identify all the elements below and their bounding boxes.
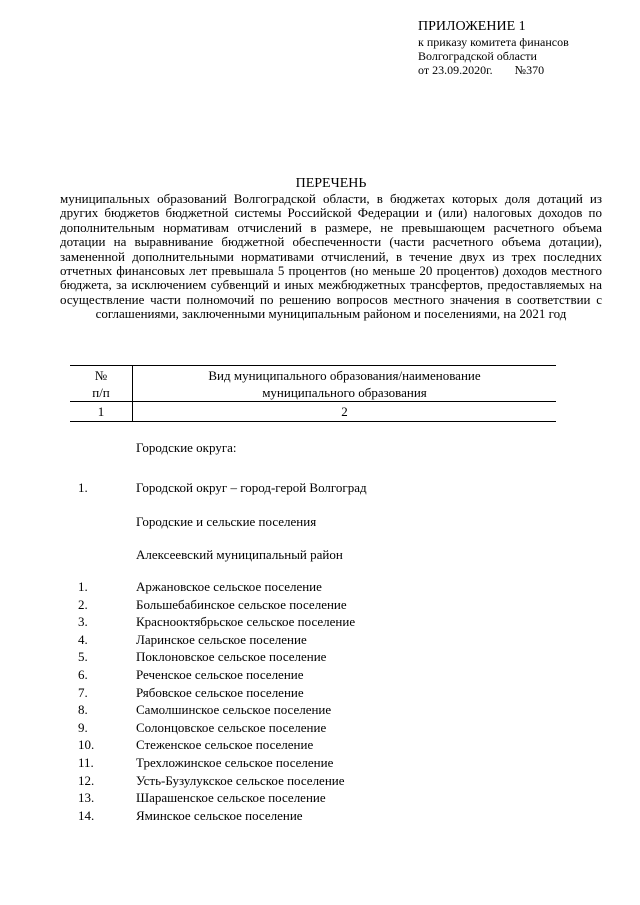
item-number: 3. [78,614,88,630]
item-name: Ларинское сельское поселение [136,631,307,647]
item-name: Реченское сельское поселение [136,667,304,682]
list-item [78,596,638,613]
list-item [78,684,638,701]
list-item [78,719,638,736]
item-name: Краснооктябрьское сельское поселение [136,614,356,630]
list-item [78,578,638,595]
header-table [70,365,556,422]
list-item [78,613,638,630]
item-number: 1. [78,480,88,495]
item-name: Рябовское сельское поселение [136,684,304,700]
item-number: 10. [78,737,95,753]
item-number: 7. [78,684,88,700]
list-item [78,736,638,753]
attachment-title: ПРИЛОЖЕНИЕ 1 [418,19,526,34]
item-number: 8. [78,702,88,718]
table-index-row [70,402,556,422]
item-name: Поклоновское сельское поселение [136,649,327,665]
list-item [78,479,638,496]
item-number: 13. [78,790,95,806]
list-item [78,631,638,648]
item-number: 6. [78,667,88,682]
section-city-districts: Городские округа: [136,440,237,455]
item-number: 2. [78,596,88,612]
order-date-line [418,63,628,77]
list-item [78,772,638,789]
item-name: Солонцовское сельское поселение [136,719,327,735]
col-name-index: 2 [133,402,557,422]
item-number: 11. [78,755,94,770]
item-name: Шарашенское сельское поселение [136,790,326,806]
list-item [78,666,638,683]
item-number: 4. [78,631,88,647]
item-name: Трехложинское сельское поселение [136,755,334,770]
section-district: Алексеевский муниципальный район [136,547,343,562]
item-name: Городской округ – город-герой Волгоград [136,480,367,495]
col-number-index: 1 [70,402,133,422]
section-urban-rural: Городские и сельские поселения [136,514,317,529]
order-date: от 23.09.2020г. [418,63,493,77]
document-description: муниципальных образований Волгоградской области, в бюджетах которых доля дотаций из других бюджетов бюджетной системы Российской Федерации и (или) налоговых доходов по дополнительным нормативам отчислений в размере, не превышающем расчетного объема дотации на выравнивание бюджетной обеспеченности (части расчетного объема дотации), замененной дополнительными нормативами отчислений, в течение двух из трех последних отчетных финансовых лет превышала 5 процентов (но меньше 20 процентов) доходов местного бюджета, за исключением субвенций и иных межбюджетных трансфертов, предоставляемых на осуществление части полномочий по решению вопросов местного значения в соответствии с соглашениями, заключенными муниципальным районом и поселениями, на 2021 год [60,191,602,322]
list-item [78,754,638,771]
document-title: ПЕРЕЧЕНЬ [295,176,367,191]
col-number-header: № п/п [70,366,133,402]
item-number: 5. [78,649,88,665]
item-number: 9. [78,719,88,735]
item-name: Стеженское сельское поселение [136,737,314,753]
item-name: Самолшинское сельское поселение [136,702,332,718]
list-item [78,789,638,806]
item-number: 14. [78,807,95,823]
attachment-block [418,18,628,77]
item-number: 12. [78,772,95,788]
item-number: 1. [78,579,88,594]
table-header-row [70,366,556,402]
list-item [78,648,638,665]
committee-line: Волгоградской области [418,49,537,63]
order-number: №370 [514,63,545,77]
item-name: Большебабинское сельское поселение [136,596,347,612]
order-line: к приказу комитета финансов [418,35,569,49]
item-name: Аржановское сельское поселение [136,579,322,594]
item-name: Усть-Бузулукское сельское поселение [136,772,345,788]
col-name-header: Вид муниципального образования/наименование муниципального образования [133,366,557,402]
item-name: Яминское сельское поселение [136,807,303,823]
document-heading [60,176,602,322]
list-item [78,807,638,824]
list-item [78,701,638,718]
